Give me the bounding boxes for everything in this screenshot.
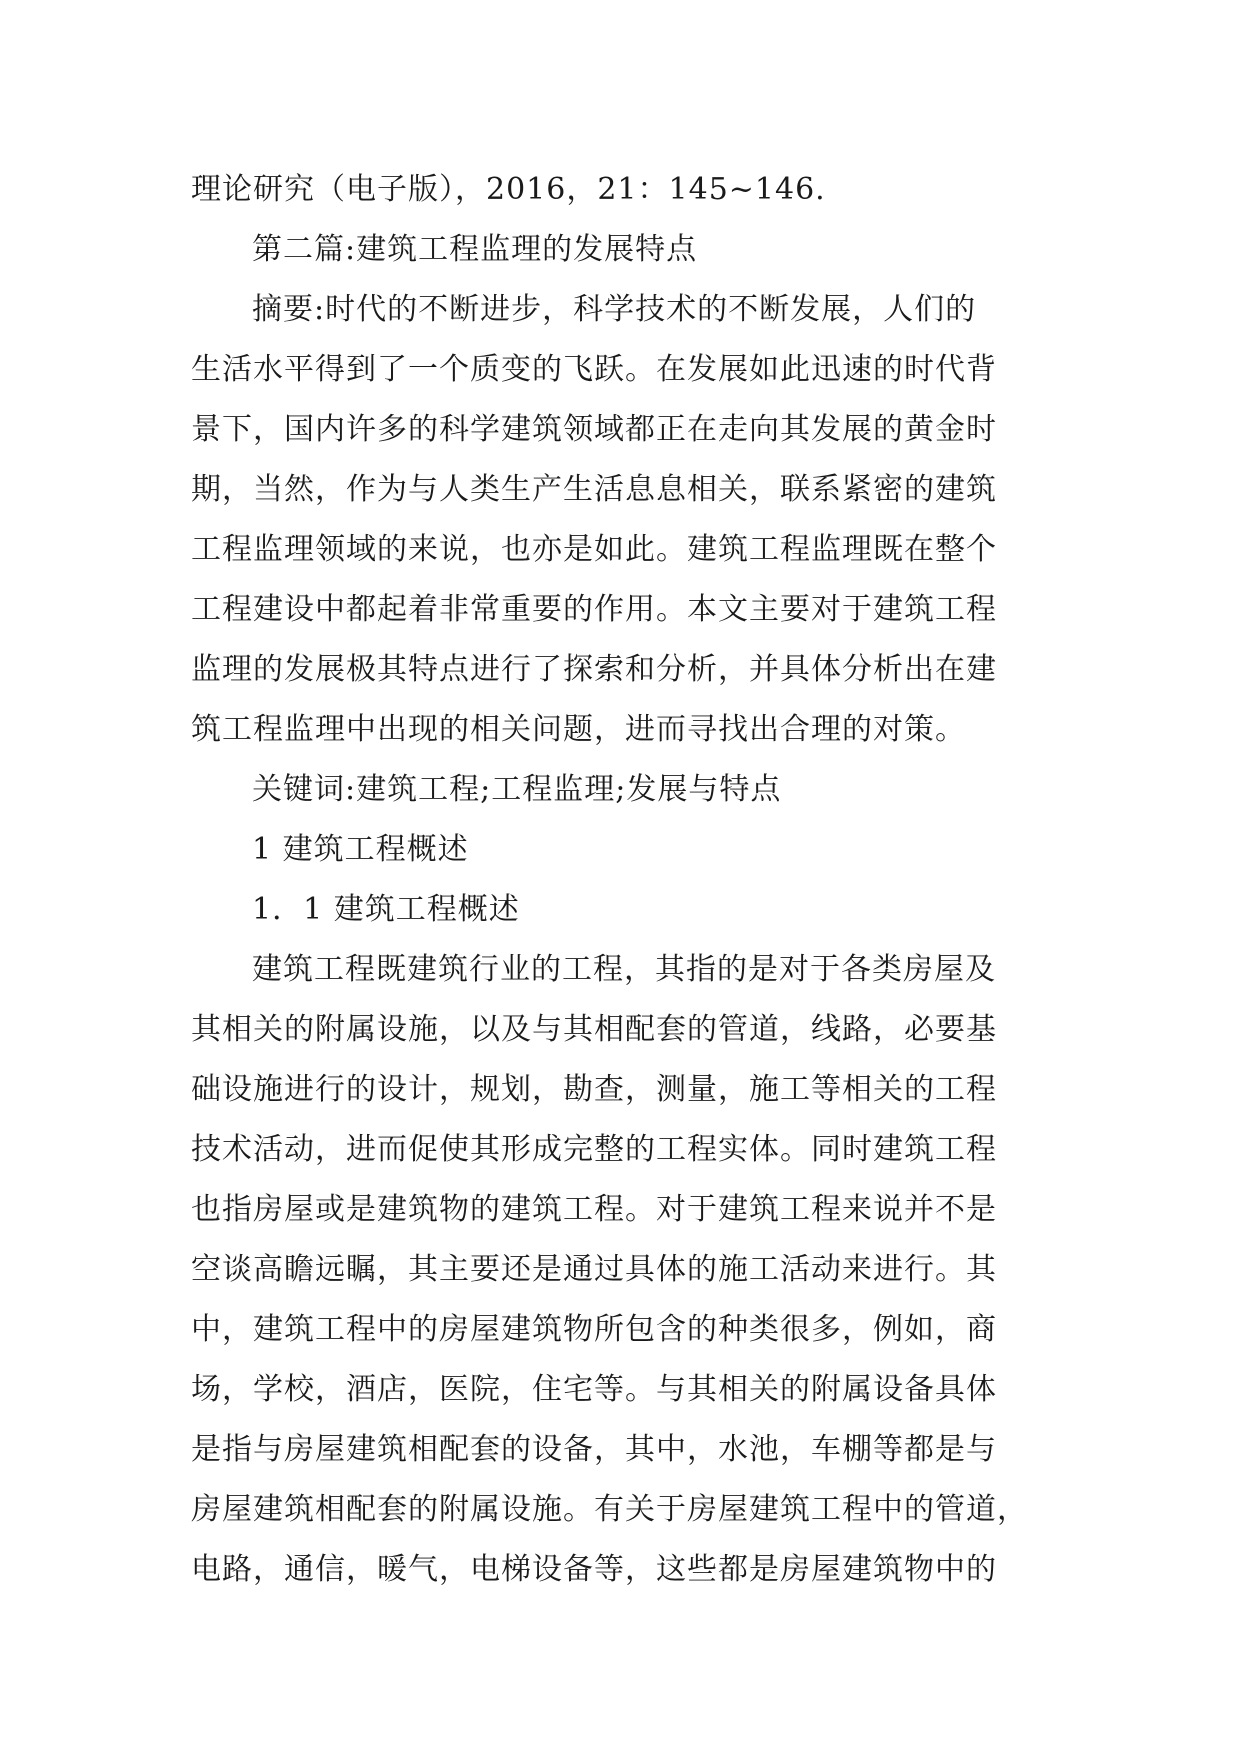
reference-line: 理论研究（电子版），2016，21：145~146. <box>191 172 826 207</box>
heading-level-1: 1 建筑工程概述 <box>252 832 469 867</box>
body-line: 建筑工程既建筑行业的工程，其指的是对于各类房屋及 <box>252 952 996 987</box>
section-title: 第二篇:建筑工程监理的发展特点 <box>252 232 698 267</box>
body-line: 其相关的附属设施，以及与其相配套的管道，线路，必要基 <box>191 1012 997 1047</box>
heading-level-2: 1．1 建筑工程概述 <box>252 892 520 927</box>
keywords-line: 关键词:建筑工程;工程监理;发展与特点 <box>252 772 782 807</box>
body-line: 技术活动，进而促使其形成完整的工程实体。同时建筑工程 <box>191 1132 997 1167</box>
body-line: 房屋建筑相配套的附属设施。有关于房屋建筑工程中的管道， <box>191 1492 1028 1527</box>
body-line: 也指房屋或是建筑物的建筑工程。对于建筑工程来说并不是 <box>191 1192 997 1227</box>
abstract-line: 工程建设中都起着非常重要的作用。本文主要对于建筑工程 <box>191 592 997 627</box>
abstract-line: 生活水平得到了一个质变的飞跃。在发展如此迅速的时代背 <box>191 352 997 387</box>
abstract-line: 工程监理领域的来说，也亦是如此。建筑工程监理既在整个 <box>191 532 997 567</box>
body-line: 场，学校，酒店，医院，住宅等。与其相关的附属设备具体 <box>191 1372 997 1407</box>
document-body <box>191 160 1051 1600</box>
abstract-line: 景下，国内许多的科学建筑领域都正在走向其发展的黄金时 <box>191 412 997 447</box>
body-line: 中，建筑工程中的房屋建筑物所包含的种类很多，例如，商 <box>191 1312 997 1347</box>
abstract-line: 摘要:时代的不断进步，科学技术的不断发展，人们的 <box>252 292 977 327</box>
abstract-line: 监理的发展极其特点进行了探索和分析，并具体分析出在建 <box>191 652 997 687</box>
body-line: 础设施进行的设计，规划，勘查，测量，施工等相关的工程 <box>191 1072 997 1107</box>
body-line: 空谈高瞻远瞩，其主要还是通过具体的施工活动来进行。其 <box>191 1252 997 1287</box>
body-line: 是指与房屋建筑相配套的设备，其中，水池，车棚等都是与 <box>191 1432 997 1467</box>
abstract-line: 筑工程监理中出现的相关问题，进而寻找出合理的对策。 <box>191 712 966 747</box>
body-line: 电路，通信，暖气，电梯设备等，这些都是房屋建筑物中的 <box>191 1552 997 1587</box>
abstract-line: 期，当然，作为与人类生产生活息息相关，联系紧密的建筑 <box>191 472 997 507</box>
